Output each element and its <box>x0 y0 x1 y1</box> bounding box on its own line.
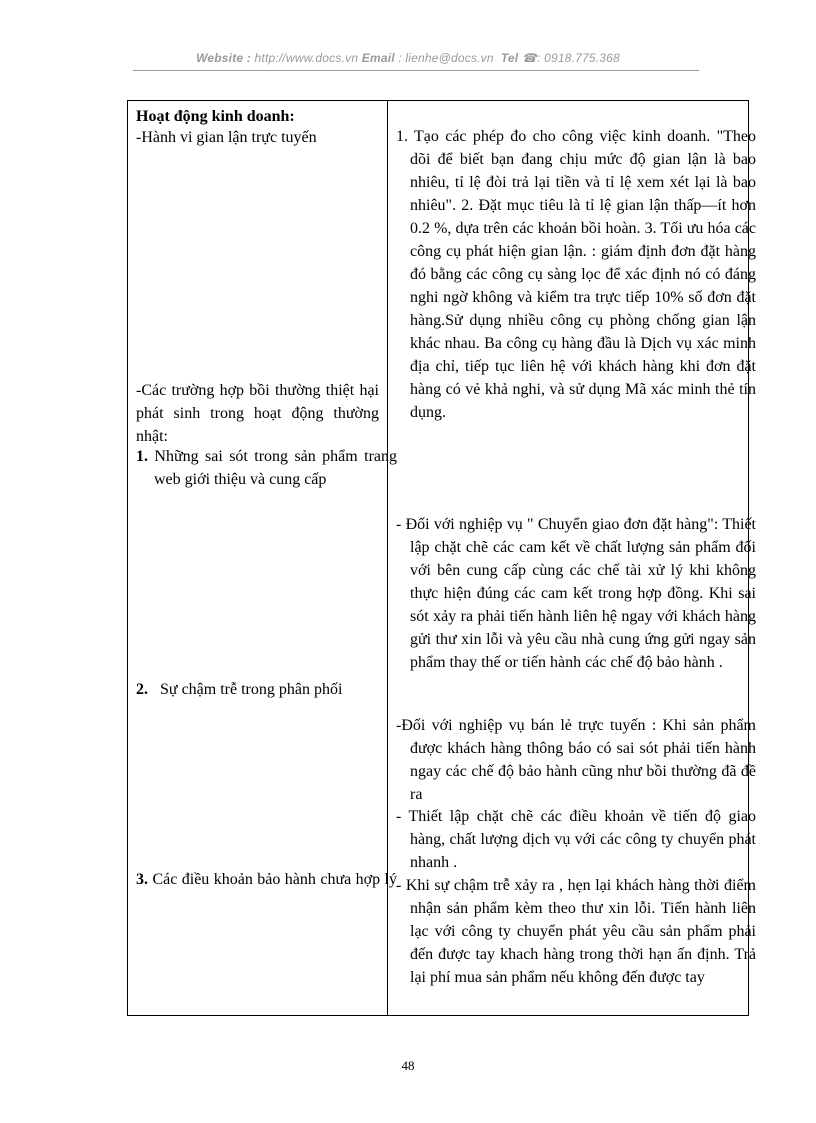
right-para-fraud-measures: 1. Tạo các phép đo cho công việc kinh doanh. "Theo dõi để biết bạn đang chịu mức độ gian lận là bao nhiêu, tỉ lệ đòi trả lại tiền và tỉ lệ xem xét lại là bao nhiêu". 2. Đặt mục tiêu là tỉ lệ gian lận thấp—ít hơn 0.2 %, dựa trên các khoản bồi hoàn. 3. Tối ưu hóa các công cụ phát hiện gian lận. : giám định đơn đặt hàng đó bằng các công cụ sàng lọc để xác định nó có đáng nghi ngờ không và kiểm tra trực tiếp 10% số đơn đặt hàng.Sử dụng nhiều công cụ phòng chống gian lận khác nhau. Ba công cụ hàng đầu là Dịch vụ xác minh địa chỉ, tiếp tục liên hệ với khách hàng khi đơn đặt hàng có vẻ khả nghi, và sử dụng Mã xác minh thẻ tín dụng. <box>396 128 756 421</box>
right-para-retail: -Đối với nghiệp vụ bán lẻ trực tuyến : Khi sản phẩm được khách hàng thông báo có sai sót phải tiến hành ngay các chế độ bảo hành cũng như bồi thường đã đề ra <box>396 717 756 803</box>
tel-label: Tel <box>500 51 519 65</box>
subitem-1-text: Những sai sót trong sản phẩm trang web giới thiệu và cung cấp <box>154 448 397 488</box>
left-subitem-1 <box>136 445 397 491</box>
right-column <box>388 101 756 1015</box>
page-header <box>0 51 816 65</box>
right-para-order-transfer: - Đối với nghiệp vụ " Chuyển giao đơn đặt hàng": Thiết lập chặt chẽ các cam kết về chất lượng sản phẩm đối với bên cung cấp cùng các chế tài xử lý khi không thực hiện đúng các cam kết trong hợp đồng. Khi sai sót xảy ra phải tiến hành liên hệ ngay với khách hàng gửi thư xin lỗi và yêu cầu nhà cung ứng gửi ngay sản phẩm thay thế or tiến hành các chế độ bảo hành . <box>396 516 756 671</box>
right-para-delay-handling: - Khi sự chậm trễ xảy ra , hẹn lại khách hàng thời điểm nhận sản phẩm kèm theo thư xin lỗi. Tiến hành liên lạc với công ty chuyển phát yêu cầu sản phẩm phải đến được tay khach hàng trong thời hạn ấn định. Trả lại phí mua sản phẩm nếu không đến được tay <box>396 877 756 986</box>
email-label: Email <box>361 51 395 65</box>
subitem-2-number: 2. <box>136 681 148 698</box>
header-rule <box>133 70 699 71</box>
left-item-online-fraud: -Hành vi gian lận trực tuyến <box>136 129 317 146</box>
right-para-delivery-terms: - Thiết lập chặt chẽ các điều khoản về tiến độ giao hàng, chất lượng dịch vụ với các công ty chuyển phát nhanh . <box>396 808 756 871</box>
website-label: Website : <box>196 51 251 65</box>
page-number: 48 <box>401 1058 415 1073</box>
subitem-3-text: Các điều khoản bảo hành chưa hợp lý <box>152 871 397 888</box>
subitem-3-number: 3. <box>136 871 148 888</box>
website-value[interactable]: http://www.docs.vn <box>254 51 359 65</box>
phone-icon: ☎ <box>521 51 538 65</box>
subitem-2-text: Sự chậm trễ trong phân phối <box>160 681 343 698</box>
left-subitem-2 <box>136 678 379 701</box>
section-heading: Hoạt động kinh doanh: <box>136 108 295 125</box>
email-value[interactable]: : lienhe@docs.vn <box>398 51 494 65</box>
left-subitem-3 <box>136 868 397 891</box>
left-item-compensation: -Các trường hợp bồi thường thiệt hại phát sinh trong hoạt động thường nhật: <box>136 382 379 445</box>
left-column <box>128 101 397 1015</box>
tel-value: : 0918.775.368 <box>537 51 620 65</box>
content-table <box>127 100 756 1016</box>
subitem-1-number: 1. <box>136 448 148 465</box>
